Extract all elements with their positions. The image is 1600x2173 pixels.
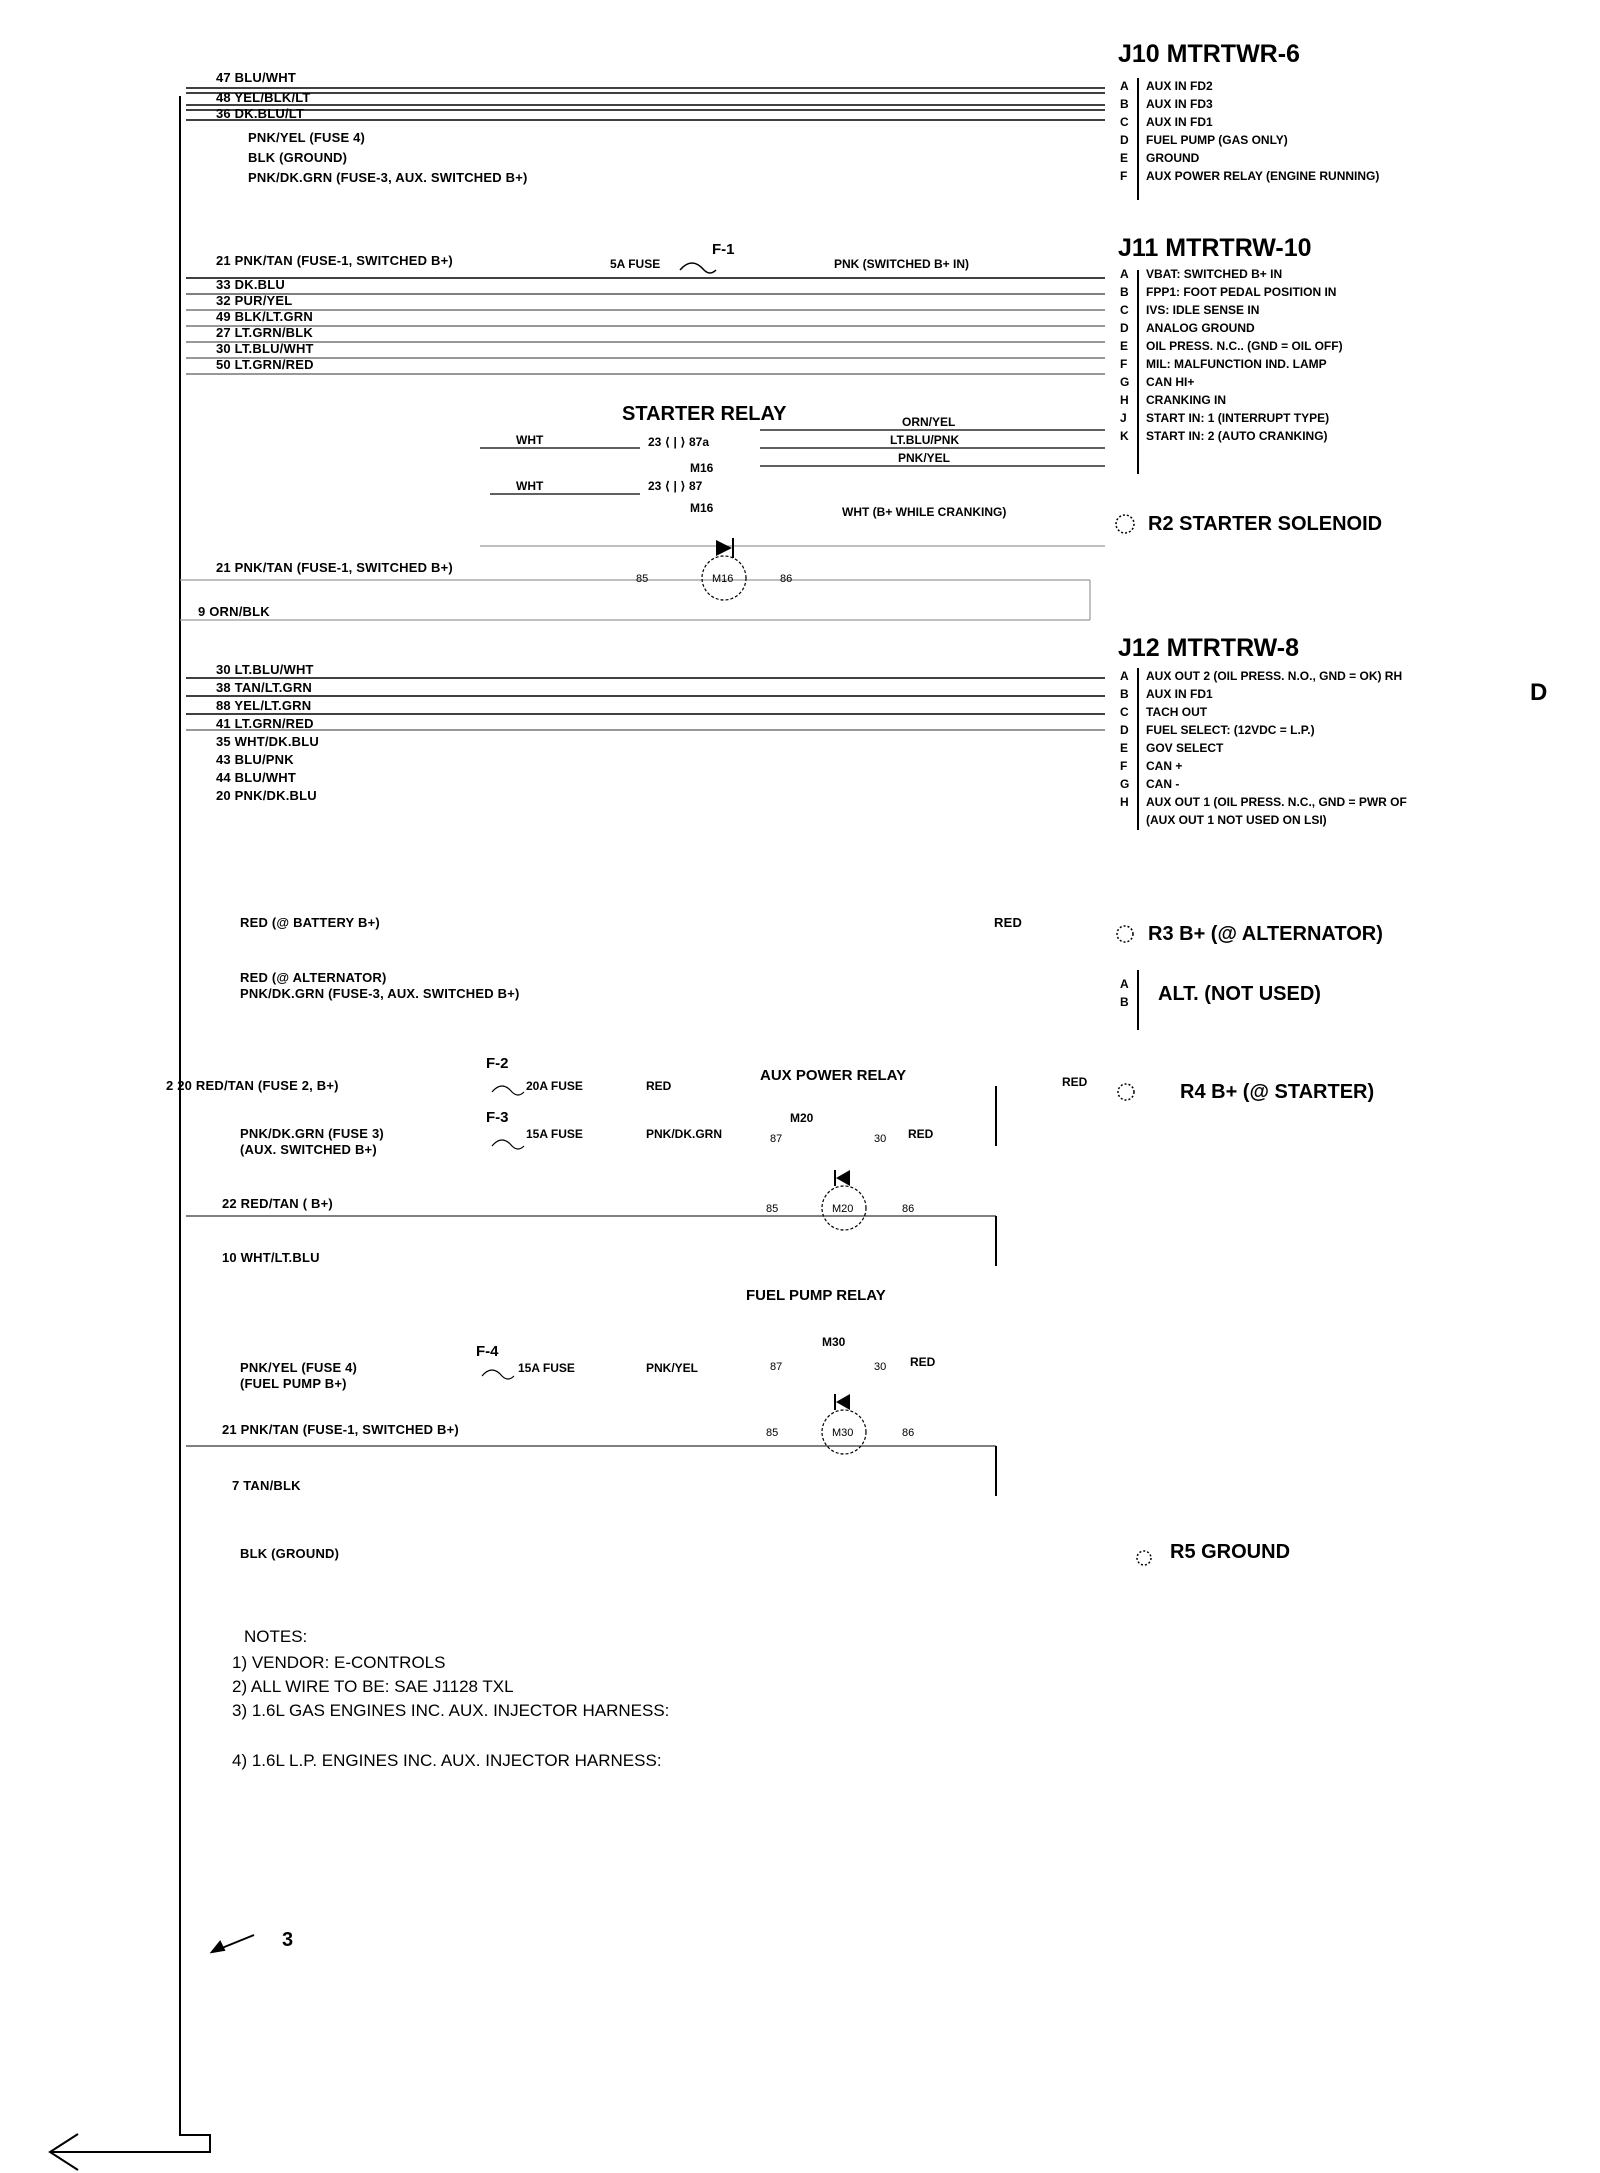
j11-signal-e: OIL PRESS. N.C.. (GND = OIL OFF) [1146, 339, 1343, 353]
fuel-relay-title: FUEL PUMP RELAY [746, 1287, 886, 1304]
j11-wire-4: 49 BLK/LT.GRN [216, 309, 313, 324]
fuel-coil-pin-85: 85 [766, 1427, 779, 1439]
alt-connector [240, 970, 1321, 1030]
fuse-f2-output: RED [646, 1079, 672, 1093]
j12-wire-2: 38 TAN/LT.GRN [216, 680, 313, 695]
j11-pin-a: A [1120, 267, 1129, 281]
j10-signal-b: AUX IN FD3 [1146, 97, 1213, 111]
j10-wire-6: PNK/DK.GRN (FUSE-3, AUX. SWITCHED B+) [248, 170, 528, 185]
j10-pin-c: C [1120, 115, 1129, 129]
starter-relay-pins-2: 23 ⟨ | ⟩ 87 [648, 479, 703, 493]
note-2: 2) ALL WIRE TO BE: SAE J1128 TXL [232, 1677, 514, 1696]
j11-signal-k: START IN: 2 (AUTO CRANKING) [1146, 429, 1328, 443]
j11-pin-g: G [1120, 375, 1130, 389]
fuel-relay-feed: 21 PNK/TAN (FUSE-1, SWITCHED B+) [222, 1422, 459, 1437]
notes-block [232, 1627, 669, 1770]
alt-pin-a: A [1120, 977, 1129, 991]
note-4: 4) 1.6L L.P. ENGINES INC. AUX. INJECTOR HARNESS: [232, 1751, 662, 1770]
starter-coil-code: M16 [712, 573, 734, 585]
j11-connector [186, 234, 1343, 474]
r5-section [240, 1541, 1290, 1565]
j11-signal-a: VBAT: SWITCHED B+ IN [1146, 267, 1283, 281]
j11-pin-k: K [1120, 429, 1129, 443]
j12-wire-3: 88 YEL/LT.GRN [216, 698, 312, 713]
j11-wire-2: 33 DK.BLU [216, 277, 285, 292]
fuel-pump-bplus-wire: (FUEL PUMP B+) [240, 1376, 347, 1391]
aux-coil-pin-86: 86 [902, 1203, 915, 1215]
fuel-coil-code: M30 [832, 1427, 854, 1439]
j12-signal-a: AUX OUT 2 (OIL PRESS. N.O., GND = OK) RH [1146, 669, 1403, 683]
j11-wire-5: 27 LT.GRN/BLK [216, 325, 313, 340]
j12-signal-c: TACH OUT [1146, 705, 1208, 719]
j12-pin-e: E [1120, 741, 1129, 755]
starter-relay [180, 403, 1105, 620]
starter-relay-title: STARTER RELAY [622, 403, 787, 425]
j11-pin-h: H [1120, 393, 1129, 407]
aux-relay-out: RED [908, 1127, 934, 1141]
j12-pin-c: C [1120, 705, 1129, 719]
j10-signal-a: AUX IN FD2 [1146, 79, 1213, 93]
r4-label: R4 B+ (@ STARTER) [1180, 1081, 1375, 1103]
j11-title: J11 MTRTRW-10 [1118, 234, 1312, 262]
aux-relay-feed: 22 RED/TAN ( B+) [222, 1196, 333, 1211]
j12-signal-g: CAN - [1146, 777, 1180, 791]
j12-pin-b: B [1120, 687, 1129, 701]
fuel-relay-ground: 7 TAN/BLK [232, 1478, 301, 1493]
fuel-diode-icon [836, 1394, 850, 1410]
j10-wire-1: 47 BLU/WHT [216, 70, 296, 85]
j10-wire-4: PNK/YEL (FUSE 4) [248, 130, 366, 145]
j12-signal-e: GOV SELECT [1146, 741, 1224, 755]
j12-connector [186, 634, 1407, 830]
fuse-f4-label: F-4 [476, 1343, 499, 1360]
j11-signal-g: CAN HI+ [1146, 375, 1195, 389]
fuse-f1-rating: 5A FUSE [610, 257, 661, 271]
fuel-pump-relay [186, 1287, 996, 1496]
fuse-f1-output: PNK (SWITCHED B+ IN) [834, 257, 969, 271]
r3-section [240, 915, 1383, 945]
j11-wire-6: 30 LT.BLU/WHT [216, 341, 314, 356]
j11-pin-c: C [1120, 303, 1129, 317]
j10-pin-a: A [1120, 79, 1129, 93]
j12-pin-h: H [1120, 795, 1129, 809]
j10-wire-3: 36 DK.BLU/LT [216, 106, 305, 121]
callout-3: 3 [282, 1929, 294, 1951]
fuse-f4-rating: 15A FUSE [518, 1361, 575, 1375]
harness-trunk [50, 96, 210, 2152]
starter-relay-code-2: M16 [690, 501, 714, 515]
red-battery-label: RED [994, 915, 1023, 930]
aux-relay-pin-87: 87 [770, 1133, 783, 1145]
j11-signal-c: IVS: IDLE SENSE IN [1146, 303, 1260, 317]
r2-terminal [1116, 513, 1382, 535]
fuse-f2-symbol [492, 1086, 524, 1095]
starter-relay-crank-note: WHT (B+ WHILE CRANKING) [842, 505, 1007, 519]
fuse-f2-rating: 20A FUSE [526, 1079, 583, 1093]
red-alt-wire: RED (@ ALTERNATOR) [240, 970, 387, 985]
fuel-relay-out: RED [910, 1355, 936, 1369]
j11-pin-b: B [1120, 285, 1129, 299]
j11-pin-d: D [1120, 321, 1129, 335]
r5-label: R5 GROUND [1170, 1541, 1291, 1563]
r3-ring-icon [1117, 926, 1133, 942]
callout-d: D [1530, 679, 1548, 706]
j12-wire-1: 30 LT.BLU/WHT [216, 662, 314, 677]
starter-relay-in-1: WHT [516, 433, 544, 447]
j12-pin-f: F [1120, 759, 1128, 773]
starter-relay-code-1: M16 [690, 461, 714, 475]
r2-ring-icon [1116, 515, 1134, 533]
alt-pin-b: B [1120, 995, 1129, 1009]
note-1: 1) VENDOR: E-CONTROLS [232, 1653, 446, 1672]
j10-title: J10 MTRTWR-6 [1118, 40, 1300, 68]
fuse-f3-rating: 15A FUSE [526, 1127, 583, 1141]
j10-pin-f: F [1120, 169, 1128, 183]
j10-signal-e: GROUND [1146, 151, 1200, 165]
j12-signal-d: FUEL SELECT: (12VDC = L.P.) [1146, 723, 1315, 737]
aux-relay-sense: 10 WHT/LT.BLU [222, 1250, 320, 1265]
j12-signal-note: (AUX OUT 1 NOT USED ON LSI) [1146, 813, 1327, 827]
j11-signal-h: CRANKING IN [1146, 393, 1226, 407]
fuel-relay-pin-87: 87 [770, 1361, 783, 1373]
aux-switched-wire: (AUX. SWITCHED B+) [240, 1142, 377, 1157]
j10-wire-2: 48 YEL/BLK/LT [216, 90, 311, 105]
fuse-f4-symbol [482, 1370, 514, 1379]
aux-relay-title: AUX POWER RELAY [760, 1067, 907, 1084]
j12-wire-8: 20 PNK/DK.BLU [216, 788, 317, 803]
fuse-f3-output: PNK/DK.GRN [646, 1127, 723, 1141]
pnk-yel-fuse4-wire: PNK/YEL (FUSE 4) [240, 1360, 358, 1375]
red-battery-wire: RED (@ BATTERY B+) [240, 915, 380, 930]
j12-wire-6: 43 BLU/PNK [216, 752, 294, 767]
r3-label: R3 B+ (@ ALTERNATOR) [1148, 923, 1383, 945]
aux-power-relay [166, 1055, 1374, 1266]
j12-pin-d: D [1120, 723, 1129, 737]
j11-pin-e: E [1120, 339, 1129, 353]
fuel-coil-pin-86: 86 [902, 1427, 915, 1439]
j10-signal-f: AUX POWER RELAY (ENGINE RUNNING) [1146, 169, 1380, 183]
j11-wire-1: 21 PNK/TAN (FUSE-1, SWITCHED B+) [216, 253, 453, 268]
j11-signal-f: MIL: MALFUNCTION IND. LAMP [1146, 357, 1327, 371]
j12-wire-4: 41 LT.GRN/RED [216, 716, 314, 731]
j12-pin-g: G [1120, 777, 1130, 791]
j11-signal-d: ANALOG GROUND [1146, 321, 1255, 335]
j12-title: J12 MTRTRW-8 [1118, 634, 1300, 662]
fuse-f1-label: F-1 [712, 241, 735, 258]
j12-wire-7: 44 BLU/WHT [216, 770, 296, 785]
starter-relay-out-2: LT.BLU/PNK [890, 433, 960, 447]
starter-relay-out-1: ORN/YEL [902, 415, 956, 429]
j10-wire-5: BLK (GROUND) [248, 150, 348, 165]
fuel-relay-pin-30: 30 [874, 1361, 887, 1373]
starter-ground-wire: 9 ORN/BLK [198, 604, 270, 619]
red-tan-fuse2-wire: 2 20 RED/TAN (FUSE 2, B+) [166, 1078, 339, 1093]
j11-pin-f: F [1120, 357, 1128, 371]
note-3: 3) 1.6L GAS ENGINES INC. AUX. INJECTOR HARNESS: [232, 1701, 670, 1720]
fuse-f3-symbol [492, 1140, 524, 1149]
j11-wire-3: 32 PUR/YEL [216, 293, 293, 308]
j12-signal-h: AUX OUT 1 (OIL PRESS. N.C., GND = PWR OF [1146, 795, 1407, 809]
starter-diode-icon [716, 540, 732, 556]
j11-pin-j: J [1120, 411, 1127, 425]
notes-heading: NOTES: [244, 1627, 308, 1646]
fuse-f3-label: F-3 [486, 1109, 509, 1126]
aux-relay-pin-30: 30 [874, 1133, 887, 1145]
aux-coil-code: M20 [832, 1203, 854, 1215]
pnk-alt-wire: PNK/DK.GRN (FUSE-3, AUX. SWITCHED B+) [240, 986, 520, 1001]
j12-pin-a: A [1120, 669, 1129, 683]
r4-wire: RED [1062, 1075, 1088, 1089]
j10-pin-e: E [1120, 151, 1129, 165]
fuse-f1-symbol [680, 263, 716, 273]
aux-diode-icon [836, 1170, 850, 1186]
r4-ring-icon [1118, 1084, 1134, 1100]
r5-ring-icon [1137, 1551, 1151, 1565]
aux-relay-code: M20 [790, 1111, 814, 1125]
alt-label: ALT. (NOT USED) [1158, 983, 1321, 1005]
starter-coil-pin-85: 85 [636, 573, 649, 585]
fuse-f2-label: F-2 [486, 1055, 509, 1072]
aux-coil-pin-85: 85 [766, 1203, 779, 1215]
starter-relay-coil-wire: 21 PNK/TAN (FUSE-1, SWITCHED B+) [216, 560, 453, 575]
fuse-f1 [610, 241, 969, 273]
j10-connector [186, 40, 1379, 200]
starter-relay-pins-1: 23 ⟨ | ⟩ 87a [648, 435, 710, 449]
starter-relay-out-3: PNK/YEL [898, 451, 951, 465]
j11-signal-j: START IN: 1 (INTERRUPT TYPE) [1146, 411, 1330, 425]
j10-signal-d: FUEL PUMP (GAS ONLY) [1146, 133, 1288, 147]
starter-coil-pin-86: 86 [780, 573, 793, 585]
j12-signal-b: AUX IN FD1 [1146, 687, 1213, 701]
j10-pin-b: B [1120, 97, 1129, 111]
j10-signal-c: AUX IN FD1 [1146, 115, 1213, 129]
j11-signal-b: FPP1: FOOT PEDAL POSITION IN [1146, 285, 1337, 299]
pnk-dkgrn-fuse3-wire: PNK/DK.GRN (FUSE 3) [240, 1126, 384, 1141]
blk-ground-wire: BLK (GROUND) [240, 1546, 340, 1561]
r2-label: R2 STARTER SOLENOID [1148, 513, 1383, 535]
j11-wire-7: 50 LT.GRN/RED [216, 357, 314, 372]
fuse-f4-output: PNK/YEL [646, 1361, 699, 1375]
j10-pin-d: D [1120, 133, 1129, 147]
j12-signal-f: CAN + [1146, 759, 1183, 773]
starter-relay-in-2: WHT [516, 479, 544, 493]
j12-wire-5: 35 WHT/DK.BLU [216, 734, 319, 749]
fuel-relay-code: M30 [822, 1335, 846, 1349]
